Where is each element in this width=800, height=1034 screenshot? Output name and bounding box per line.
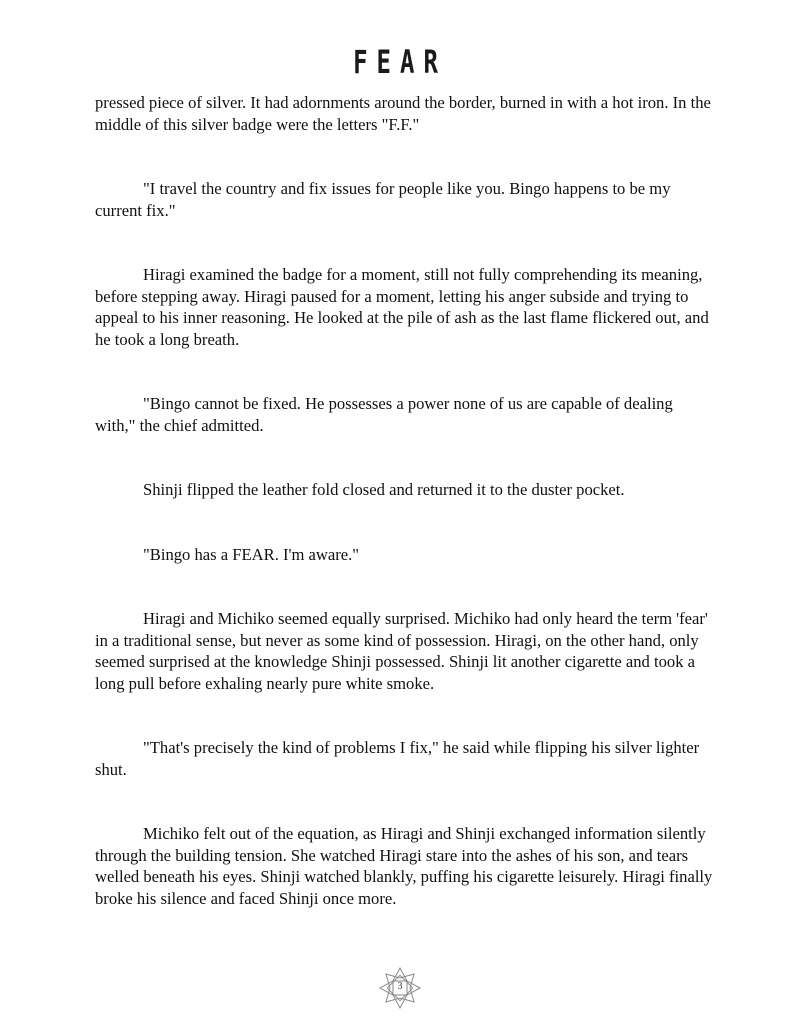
paragraph: Hiragi examined the badge for a moment, still not fully comprehending its meaning, before stepping away. Hiragi paused for a moment, letting his anger subside and trying to appeal to his inner reasoning. He looked at the pile of ash as the last flame flickered out, and he took a long breath. bbox=[95, 265, 709, 349]
page-header-title: FEAR bbox=[353, 43, 447, 81]
paragraph: Michiko felt out of the equation, as Hiragi and Shinji exchanged information silently through the building tension. She watched Hiragi stare into the ashes of his son, and tears welled beneath his eyes. Shinji watched blankly, puffing his cigarette leisurely. Hiragi finally broke his silence and faced Shinji once more. bbox=[95, 824, 713, 908]
paragraph: "Bingo has a FEAR. I'm aware." bbox=[143, 544, 360, 564]
paragraph: Hiragi and Michiko seemed equally surprised. Michiko had only heard the term 'fear' in a traditional sense, but never as some kind of possession. Hiragi, on the other hand, only seemed surprised at the knowledge Shinji possessed. Shinji lit another cigarette and took a long pull before exhaling nearly pure white smoke. bbox=[95, 609, 708, 693]
paragraph: "That's precisely the kind of problems I fix," he said while flipping his silver lighter shut. bbox=[95, 738, 700, 779]
paragraph: "Bingo cannot be fixed. He possesses a power none of us are capable of dealing with," the chief admitted. bbox=[95, 394, 673, 435]
paragraph: Shinji flipped the leather fold closed and returned it to the duster pocket. bbox=[143, 480, 625, 499]
page-number: 3 bbox=[397, 981, 403, 992]
paragraph: "I travel the country and fix issues for people like you. Bingo happens to be my current fix." bbox=[95, 179, 671, 220]
page-footer bbox=[378, 966, 422, 1010]
paragraph: pressed piece of silver. It had adornments around the border, burned in with a hot iron. In the middle of this silver badge were the letters "F.F." bbox=[95, 93, 711, 134]
body-text bbox=[95, 92, 715, 952]
